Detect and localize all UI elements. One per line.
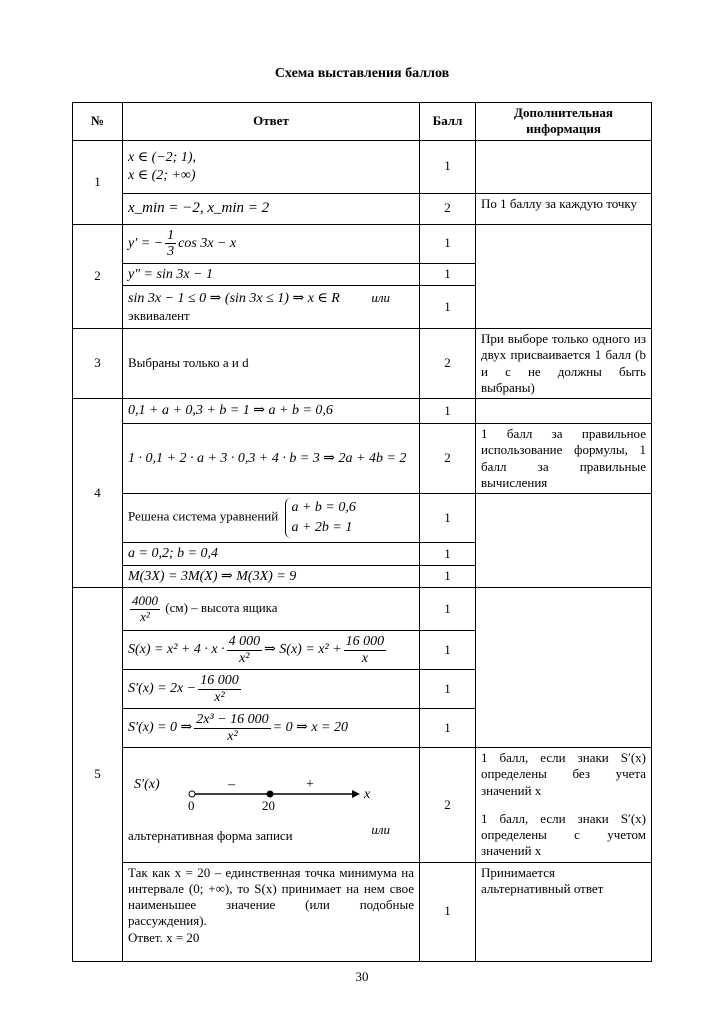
q1-number: 1	[73, 140, 123, 224]
q5-ball-5: 2	[420, 748, 476, 863]
q2-frac-denominator: 3	[167, 244, 175, 259]
q2-ball-3: 1	[420, 286, 476, 329]
q5-area-fraction-1	[227, 634, 263, 666]
q5-answer-height	[123, 588, 420, 631]
q4-info-2: 1 балл за правильное использование формулы, 1 балл за правильные вычисления	[476, 424, 652, 494]
q5-conclusion-answer: Ответ. x = 20	[128, 929, 200, 945]
header-info: Дополнительная информация	[476, 103, 652, 141]
q2-equivalent-label: эквивалент	[128, 307, 190, 323]
q5-critical-denominator: x²	[227, 728, 238, 744]
q5-area-lhs: S(x) = x² + 4 · x ·	[128, 642, 225, 658]
table-row	[73, 424, 652, 494]
minus-sign: –	[228, 776, 235, 792]
q1-answer-intervals	[123, 140, 420, 193]
q5-answer-conclusion	[123, 862, 420, 961]
q5-info-5b: 1 балл, если знаки S′(x) определены с учетом значений x	[481, 810, 646, 859]
q5-critical-fraction	[194, 712, 270, 744]
q4-answer-system	[123, 494, 420, 543]
table-header-row	[73, 103, 652, 141]
q5-or-label: или	[371, 821, 390, 837]
q4-answer-expectation: 1 · 0,1 + 2 · a + 3 · 0,3 + 4 · b = 3 ⇒ 2a + 4b = 2	[123, 424, 420, 494]
q1-info-1	[476, 140, 652, 193]
q5-derivative-denominator: x²	[214, 689, 225, 705]
tick-label-twenty: 20	[262, 797, 275, 813]
q5-area-frac2-denominator: x	[361, 650, 368, 666]
q5-answer-critical	[123, 709, 420, 748]
q2-fraction	[165, 228, 176, 260]
page-title: Схема выставления баллов	[274, 66, 450, 81]
q5-critical-lhs: S′(x) = 0 ⇒	[128, 720, 193, 736]
table-row	[73, 140, 652, 193]
table-row	[73, 399, 652, 424]
q2-answer-inequality	[123, 286, 420, 329]
q5-critical-rhs: = 0 ⇒ x = 20	[272, 720, 348, 736]
q5-ball-6: 1	[420, 862, 476, 961]
q2-inequality: sin 3x − 1 ≤ 0 ⇒ (sin 3x ≤ 1) ⇒ x ∈ R	[128, 291, 340, 307]
q5-height-numerator: 4000	[132, 593, 158, 609]
q4-ball-3: 1	[420, 494, 476, 543]
header-num: №	[73, 103, 123, 141]
q2-rhs: cos 3x − x	[178, 235, 237, 251]
q5-ball-1: 1	[420, 588, 476, 631]
q5-critical-numerator: 2x³ − 16 000	[196, 712, 269, 728]
q5-derivative-lhs: S′(x) = 2x −	[128, 681, 197, 697]
q5-area-frac2-numerator: 16 000	[345, 634, 385, 650]
q3-answer: Выбраны только a и d	[123, 329, 420, 399]
header-ball: Балл	[420, 103, 476, 141]
q4-answer-sum: 0,1 + a + 0,3 + b = 1 ⇒ a + b = 0,6	[123, 399, 420, 424]
q2-number: 2	[73, 224, 123, 329]
q5-ball-2: 1	[420, 631, 476, 670]
table-row	[73, 862, 652, 961]
q1-info-2: По 1 баллу за каждую точку	[476, 193, 652, 224]
q4-equation-2: a + 2b = 1	[291, 520, 353, 535]
header-answer: Ответ	[123, 103, 420, 141]
table-row	[73, 748, 652, 863]
q4-info-3	[476, 494, 652, 588]
page-number: 30	[355, 969, 369, 984]
q2-lhs: y′ = −	[128, 235, 164, 251]
q5-answer-sign-chart	[123, 748, 420, 863]
q5-derivative-numerator: 16 000	[200, 673, 239, 689]
q4-system-label: Решена система уравнений	[128, 508, 279, 524]
table-row	[73, 193, 652, 224]
q4-answer-values: a = 0,2; b = 0,4	[123, 543, 420, 566]
q1-interval-1: x ∈ (−2; 1),	[128, 150, 197, 165]
filled-point-twenty	[267, 790, 274, 797]
q5-ball-3: 1	[420, 670, 476, 709]
q4-ball-5: 1	[420, 565, 476, 588]
q4-ball-2: 2	[420, 424, 476, 494]
q2-or-label: или	[371, 290, 390, 306]
q1-interval-2: x ∈ (2; +∞)	[128, 167, 196, 183]
arrow-icon	[352, 790, 360, 798]
table-row	[73, 588, 652, 631]
q5-info-5a: 1 балл, если знаки S′(x) определены без учета значений x	[481, 750, 646, 798]
q4-info-1	[476, 399, 652, 424]
q5-height-label: (см) – высота ящика	[165, 599, 278, 615]
q4-equation-system	[285, 498, 355, 537]
q5-answer-area	[123, 631, 420, 670]
q5-area-mid: ⇒ S(x) = x² +	[264, 642, 342, 658]
q4-ball-4: 1	[420, 543, 476, 566]
scoring-table	[72, 102, 652, 962]
q4-equation-1: a + b = 0,6	[291, 500, 356, 516]
q5-info-5	[476, 748, 652, 863]
plus-sign: +	[306, 776, 314, 792]
axis-x-label: x	[364, 786, 371, 802]
q5-conclusion-text: Так как x = 20 – единственная точка минимума на интервале (0; +∞), то S(x) принимает на нем свое наименьшее значение (или подобные рассуждения).	[128, 864, 414, 929]
sign-chart-label: S′(x)	[134, 776, 160, 792]
q1-ball-1: 1	[420, 140, 476, 193]
q5-number: 5	[73, 588, 123, 962]
q5-height-fraction	[130, 594, 160, 624]
tick-label-zero: 0	[188, 797, 195, 813]
q5-info-1	[476, 588, 652, 748]
q3-info: При выборе только одного из двух присваивается 1 балл (b и c не должны быть выбраны)	[476, 329, 652, 399]
open-point-zero	[189, 791, 195, 797]
q4-ball-1: 1	[420, 399, 476, 424]
q5-ball-4: 1	[420, 709, 476, 748]
q2-answer-second-derivative: y″ = sin 3x − 1	[123, 263, 420, 286]
table-row	[73, 329, 652, 399]
q4-number: 4	[73, 399, 123, 588]
q5-alt-form-label: альтернативная форма записи	[128, 827, 293, 843]
q5-answer-derivative	[123, 670, 420, 709]
q2-frac-numerator: 1	[167, 227, 175, 243]
table-row	[73, 494, 652, 543]
sign-chart	[130, 770, 380, 822]
q3-number: 3	[73, 329, 123, 399]
q2-answer-derivative	[123, 224, 420, 263]
q1-answer-minima: x_min = −2, x_min = 2	[123, 193, 420, 224]
q5-area-frac1-denominator: x²	[239, 650, 250, 666]
q2-info	[476, 224, 652, 329]
q5-derivative-fraction	[198, 673, 241, 705]
q3-ball: 2	[420, 329, 476, 399]
q1-ball-2: 2	[420, 193, 476, 224]
q5-area-frac1-numerator: 4 000	[228, 634, 261, 650]
table-row	[73, 224, 652, 263]
q2-ball-1: 1	[420, 224, 476, 263]
q5-height-denominator: x²	[140, 608, 150, 624]
q5-info-6: Принимается альтернативный ответ	[476, 862, 652, 961]
q2-ball-2: 1	[420, 263, 476, 286]
q4-answer-m3x: M(3X) = 3M(X) ⇒ M(3X) = 9	[123, 565, 420, 588]
q5-area-fraction-2	[344, 634, 387, 666]
